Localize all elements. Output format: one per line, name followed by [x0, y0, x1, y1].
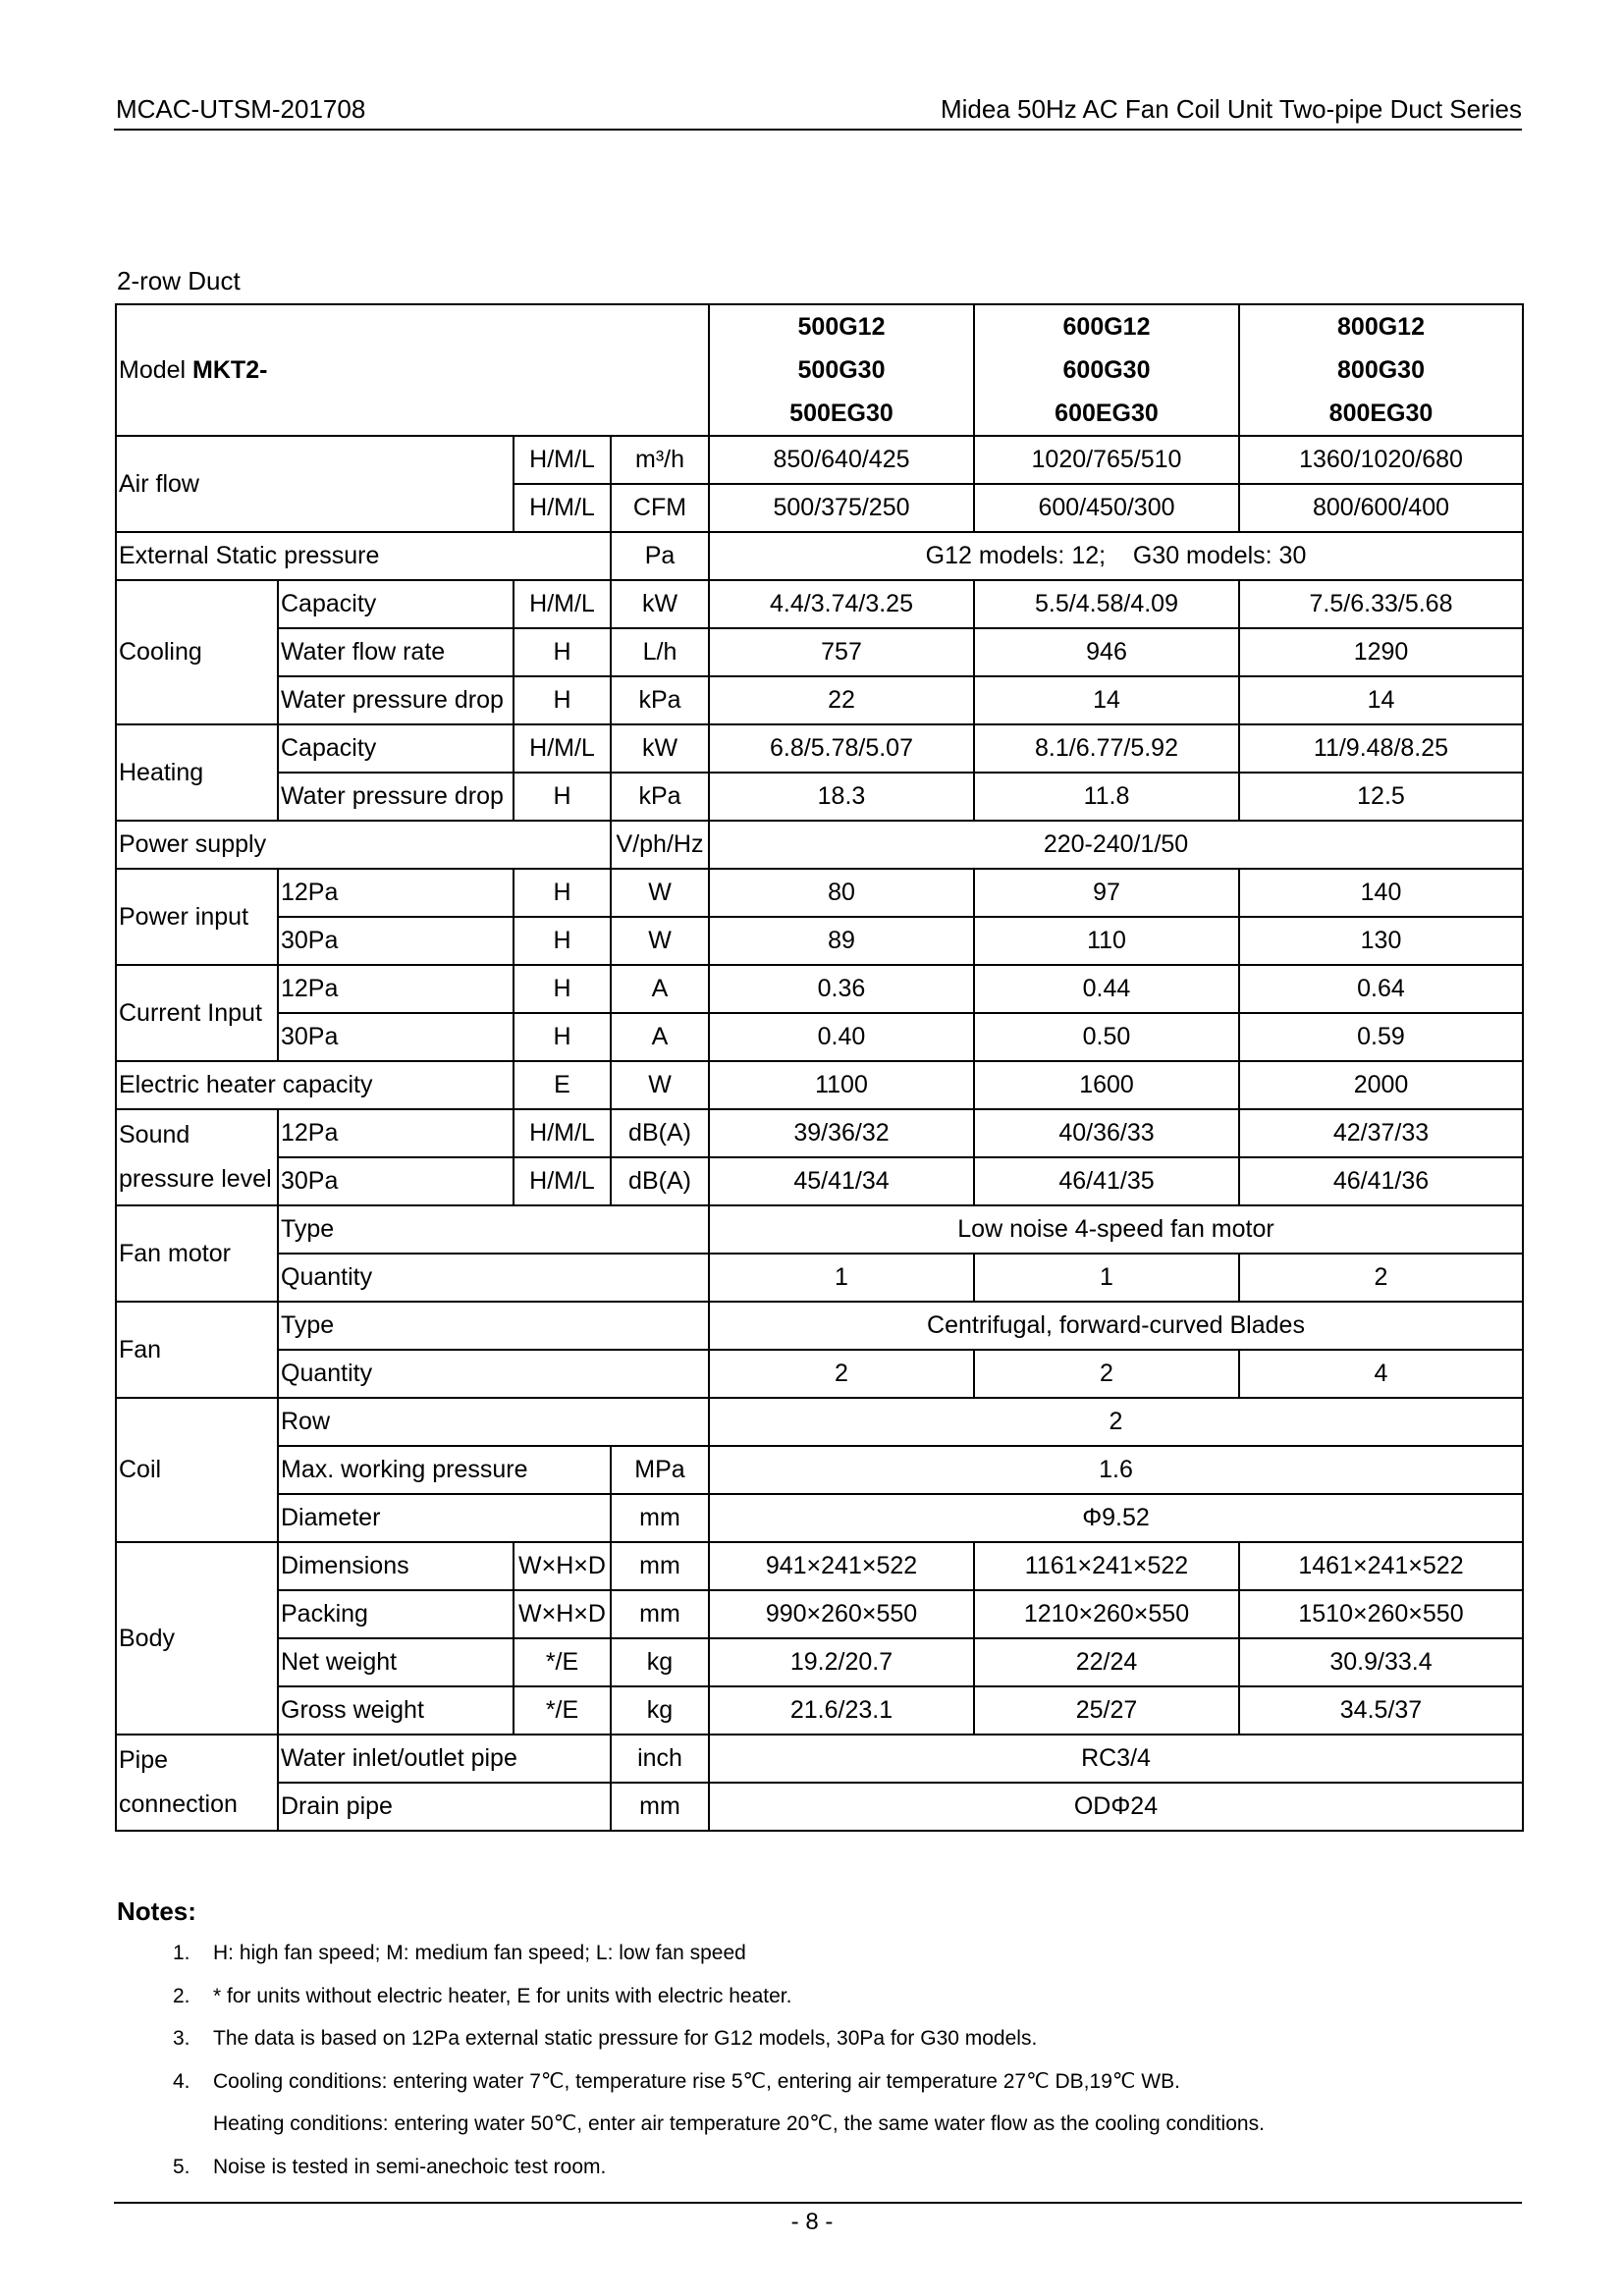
note-text: Heating conditions: entering water 50℃, enter air temperature 20℃, the same water flow as the cooling conditions. — [213, 2112, 1265, 2135]
model-name: 800EG30 — [1328, 400, 1434, 427]
condition-cell: E — [514, 1061, 611, 1109]
table-row — [116, 1783, 1523, 1831]
value-cell: 1020/765/510 — [974, 436, 1239, 484]
item-label: Type — [278, 1302, 709, 1350]
table-row — [116, 869, 1523, 917]
item-label: Packing — [278, 1590, 514, 1638]
table-row — [116, 965, 1523, 1013]
unit-cell: kPa — [611, 676, 709, 724]
condition-cell: H — [514, 869, 611, 917]
value-cell: 42/37/33 — [1239, 1109, 1523, 1157]
unit-cell: mm — [611, 1590, 709, 1638]
model-name: 600G30 — [1062, 356, 1151, 384]
note-text: * for units without electric heater, E for units with electric heater. — [213, 1984, 792, 2007]
model-name: 500EG30 — [789, 400, 893, 427]
condition-cell: H — [514, 965, 611, 1013]
table-row — [116, 1302, 1523, 1350]
value-cell: 5.5/4.58/4.09 — [974, 580, 1239, 628]
unit-cell: A — [611, 965, 709, 1013]
note-number: 4. — [173, 2069, 190, 2093]
value-cell: 0.44 — [974, 965, 1239, 1013]
table-row — [116, 1735, 1523, 1783]
footer-rule — [114, 2202, 1522, 2204]
condition-cell: W×H×D — [514, 1542, 611, 1590]
header-rule — [114, 129, 1522, 131]
value-cell: 1210×260×550 — [974, 1590, 1239, 1638]
model-name: 800G12 — [1337, 313, 1425, 341]
table-row — [116, 580, 1523, 628]
condition-cell: H/M/L — [514, 436, 611, 484]
unit-cell: kPa — [611, 773, 709, 821]
value-cell: 130 — [1239, 917, 1523, 965]
table-row — [116, 1350, 1523, 1398]
unit-cell: mm — [611, 1783, 709, 1831]
table-row — [116, 773, 1523, 821]
item-label: Capacity — [278, 724, 514, 773]
table-row — [116, 1254, 1523, 1302]
item-label: 12Pa — [278, 1109, 514, 1157]
value-cell: 1 — [974, 1254, 1239, 1302]
merged-value-cell: 1.6 — [709, 1446, 1523, 1494]
group-label: Coil — [116, 1398, 278, 1542]
unit-cell: MPa — [611, 1446, 709, 1494]
value-cell: 500/375/250 — [709, 484, 974, 532]
table-row — [116, 532, 1523, 580]
group-label-line: Pipe — [119, 1746, 169, 1774]
item-label: Type — [278, 1205, 709, 1254]
table-row — [116, 676, 1523, 724]
item-label: Net weight — [278, 1638, 514, 1686]
doc-series-title: Midea 50Hz AC Fan Coil Unit Two-pipe Duct Series — [941, 94, 1522, 124]
value-cell: 80 — [709, 869, 974, 917]
table-row — [116, 1686, 1523, 1735]
merged-value-cell: G12 models: 12; G30 models: 30 — [709, 532, 1523, 580]
group-label — [116, 1735, 278, 1831]
value-cell: 22/24 — [974, 1638, 1239, 1686]
table-row — [116, 1638, 1523, 1686]
unit-cell: kW — [611, 580, 709, 628]
condition-cell: H — [514, 1013, 611, 1061]
table-row — [116, 1542, 1523, 1590]
condition-cell: H/M/L — [514, 484, 611, 532]
doc-code: MCAC-UTSM-201708 — [116, 94, 366, 124]
value-cell: 4.4/3.74/3.25 — [709, 580, 974, 628]
value-cell: 941×241×522 — [709, 1542, 974, 1590]
item-label: Diameter — [278, 1494, 611, 1542]
value-cell: 40/36/33 — [974, 1109, 1239, 1157]
merged-value-cell: 2 — [709, 1398, 1523, 1446]
value-cell: 1600 — [974, 1061, 1239, 1109]
value-cell: 600/450/300 — [974, 484, 1239, 532]
unit-cell: W — [611, 869, 709, 917]
value-cell: 1461×241×522 — [1239, 1542, 1523, 1590]
unit-cell: W — [611, 1061, 709, 1109]
group-label-line: Sound — [119, 1121, 190, 1148]
merged-value-cell: 220-240/1/50 — [709, 821, 1523, 869]
item-label: Quantity — [278, 1254, 709, 1302]
value-cell: 46/41/35 — [974, 1157, 1239, 1205]
group-label-line: connection — [119, 1790, 238, 1818]
condition-cell: */E — [514, 1686, 611, 1735]
model-cell — [709, 304, 974, 436]
model-name: 500G12 — [797, 313, 886, 341]
table-row — [116, 1157, 1523, 1205]
table-row — [116, 1013, 1523, 1061]
model-name: 800G30 — [1337, 356, 1425, 384]
value-cell: 1290 — [1239, 628, 1523, 676]
group-label-line: pressure level — [119, 1165, 272, 1193]
unit-cell: dB(A) — [611, 1157, 709, 1205]
value-cell: 2 — [974, 1350, 1239, 1398]
table-row — [116, 821, 1523, 869]
note-number: 1. — [173, 1942, 190, 1964]
value-cell: 34.5/37 — [1239, 1686, 1523, 1735]
note-number: 5. — [173, 2155, 190, 2178]
note-text: H: high fan speed; M: medium fan speed; L: low fan speed — [213, 1942, 746, 1964]
value-cell: 1360/1020/680 — [1239, 436, 1523, 484]
value-cell: 21.6/23.1 — [709, 1686, 974, 1735]
unit-cell: kW — [611, 724, 709, 773]
item-label: 30Pa — [278, 917, 514, 965]
item-label: Quantity — [278, 1350, 709, 1398]
value-cell: 850/640/425 — [709, 436, 974, 484]
item-label: Gross weight — [278, 1686, 514, 1735]
model-name: 600G12 — [1062, 313, 1151, 341]
value-cell: 0.36 — [709, 965, 974, 1013]
group-label: Electric heater capacity — [116, 1061, 514, 1109]
model-name: 500G30 — [797, 356, 886, 384]
model-row — [116, 304, 1523, 436]
unit-cell: CFM — [611, 484, 709, 532]
merged-value-cell: Φ9.52 — [709, 1494, 1523, 1542]
item-label: 12Pa — [278, 869, 514, 917]
group-label: Current Input — [116, 965, 278, 1061]
item-label: Capacity — [278, 580, 514, 628]
unit-cell: L/h — [611, 628, 709, 676]
value-cell: 800/600/400 — [1239, 484, 1523, 532]
value-cell: 6.8/5.78/5.07 — [709, 724, 974, 773]
unit-cell: Pa — [611, 532, 709, 580]
model-cell — [1239, 304, 1523, 436]
group-label: Fan motor — [116, 1205, 278, 1302]
value-cell: 11.8 — [974, 773, 1239, 821]
value-cell: 89 — [709, 917, 974, 965]
item-label: Row — [278, 1398, 709, 1446]
note-number: 3. — [173, 2027, 190, 2050]
unit-cell: V/ph/Hz — [611, 821, 709, 869]
condition-cell: H/M/L — [514, 724, 611, 773]
model-label-cell: Model MKT2- — [116, 304, 709, 436]
item-label: Drain pipe — [278, 1783, 611, 1831]
value-cell: 46/41/36 — [1239, 1157, 1523, 1205]
table-row — [116, 1109, 1523, 1157]
note-text: The data is based on 12Pa external static pressure for G12 models, 30Pa for G30 models. — [213, 2027, 1038, 2050]
group-label — [116, 1109, 278, 1205]
value-cell: 110 — [974, 917, 1239, 965]
condition-cell: H — [514, 676, 611, 724]
item-label: 12Pa — [278, 965, 514, 1013]
note-number: 2. — [173, 1984, 190, 2007]
unit-cell: dB(A) — [611, 1109, 709, 1157]
value-cell: 8.1/6.77/5.92 — [974, 724, 1239, 773]
value-cell: 1100 — [709, 1061, 974, 1109]
model-series-name: MKT2- — [192, 355, 268, 384]
condition-cell: H — [514, 773, 611, 821]
item-label: 30Pa — [278, 1013, 514, 1061]
unit-cell: kg — [611, 1686, 709, 1735]
item-label: Max. working pressure — [278, 1446, 611, 1494]
group-label: Air flow — [116, 436, 514, 532]
value-cell: 12.5 — [1239, 773, 1523, 821]
merged-value-cell: Centrifugal, forward-curved Blades — [709, 1302, 1523, 1350]
value-cell: 30.9/33.4 — [1239, 1638, 1523, 1686]
merged-value-cell: RC3/4 — [709, 1735, 1523, 1783]
value-cell: 7.5/6.33/5.68 — [1239, 580, 1523, 628]
value-cell: 19.2/20.7 — [709, 1638, 974, 1686]
unit-cell: mm — [611, 1542, 709, 1590]
model-cell — [974, 304, 1239, 436]
item-label: Dimensions — [278, 1542, 514, 1590]
note-text: Noise is tested in semi-anechoic test room. — [213, 2155, 607, 2178]
merged-value-cell: ODΦ24 — [709, 1783, 1523, 1831]
unit-cell: mm — [611, 1494, 709, 1542]
value-cell: 97 — [974, 869, 1239, 917]
value-cell: 140 — [1239, 869, 1523, 917]
unit-cell: W — [611, 917, 709, 965]
value-cell: 45/41/34 — [709, 1157, 974, 1205]
section-title: 2-row Duct — [117, 266, 241, 295]
value-cell: 0.50 — [974, 1013, 1239, 1061]
table-row — [116, 724, 1523, 773]
unit-cell: kg — [611, 1638, 709, 1686]
value-cell: 2000 — [1239, 1061, 1523, 1109]
value-cell: 990×260×550 — [709, 1590, 974, 1638]
item-label: Water pressure drop — [278, 773, 514, 821]
table-row — [116, 1205, 1523, 1254]
group-label: Power supply — [116, 821, 611, 869]
table-row — [116, 1398, 1523, 1446]
value-cell: 22 — [709, 676, 974, 724]
condition-cell: H — [514, 917, 611, 965]
value-cell: 1510×260×550 — [1239, 1590, 1523, 1638]
value-cell: 39/36/32 — [709, 1109, 974, 1157]
table-row — [116, 1061, 1523, 1109]
table-row — [116, 1590, 1523, 1638]
value-cell: 2 — [1239, 1254, 1523, 1302]
condition-cell: */E — [514, 1638, 611, 1686]
value-cell: 25/27 — [974, 1686, 1239, 1735]
value-cell: 1 — [709, 1254, 974, 1302]
model-name: 600EG30 — [1055, 400, 1159, 427]
value-cell: 2 — [709, 1350, 974, 1398]
item-label: Water inlet/outlet pipe — [278, 1735, 611, 1783]
notes-title: Notes: — [117, 1896, 196, 1926]
value-cell: 18.3 — [709, 773, 974, 821]
table-row — [116, 628, 1523, 676]
value-cell: 946 — [974, 628, 1239, 676]
group-label: External Static pressure — [116, 532, 611, 580]
group-label: Body — [116, 1542, 278, 1735]
group-label: Heating — [116, 724, 278, 821]
note-text: Cooling conditions: entering water 7℃, temperature rise 5℃, entering air temperature 27℃ DB,19℃ WB. — [213, 2069, 1180, 2093]
condition-cell: H/M/L — [514, 1157, 611, 1205]
condition-cell: H/M/L — [514, 1109, 611, 1157]
condition-cell: W×H×D — [514, 1590, 611, 1638]
value-cell: 14 — [1239, 676, 1523, 724]
spec-table — [115, 303, 1524, 1832]
table-row — [116, 917, 1523, 965]
unit-cell: inch — [611, 1735, 709, 1783]
unit-cell: A — [611, 1013, 709, 1061]
value-cell: 4 — [1239, 1350, 1523, 1398]
table-row — [116, 436, 1523, 484]
group-label: Power input — [116, 869, 278, 965]
item-label: Water pressure drop — [278, 676, 514, 724]
value-cell: 14 — [974, 676, 1239, 724]
unit-cell: m³/h — [611, 436, 709, 484]
item-label: Water flow rate — [278, 628, 514, 676]
table-row — [116, 1446, 1523, 1494]
value-cell: 757 — [709, 628, 974, 676]
table-row — [116, 1494, 1523, 1542]
condition-cell: H — [514, 628, 611, 676]
value-cell: 0.64 — [1239, 965, 1523, 1013]
value-cell: 11/9.48/8.25 — [1239, 724, 1523, 773]
value-cell: 1161×241×522 — [974, 1542, 1239, 1590]
merged-value-cell: Low noise 4-speed fan motor — [709, 1205, 1523, 1254]
item-label: 30Pa — [278, 1157, 514, 1205]
value-cell: 0.59 — [1239, 1013, 1523, 1061]
group-label: Cooling — [116, 580, 278, 724]
page-number: - 8 - — [790, 2209, 834, 2235]
group-label: Fan — [116, 1302, 278, 1398]
value-cell: 0.40 — [709, 1013, 974, 1061]
condition-cell: H/M/L — [514, 580, 611, 628]
